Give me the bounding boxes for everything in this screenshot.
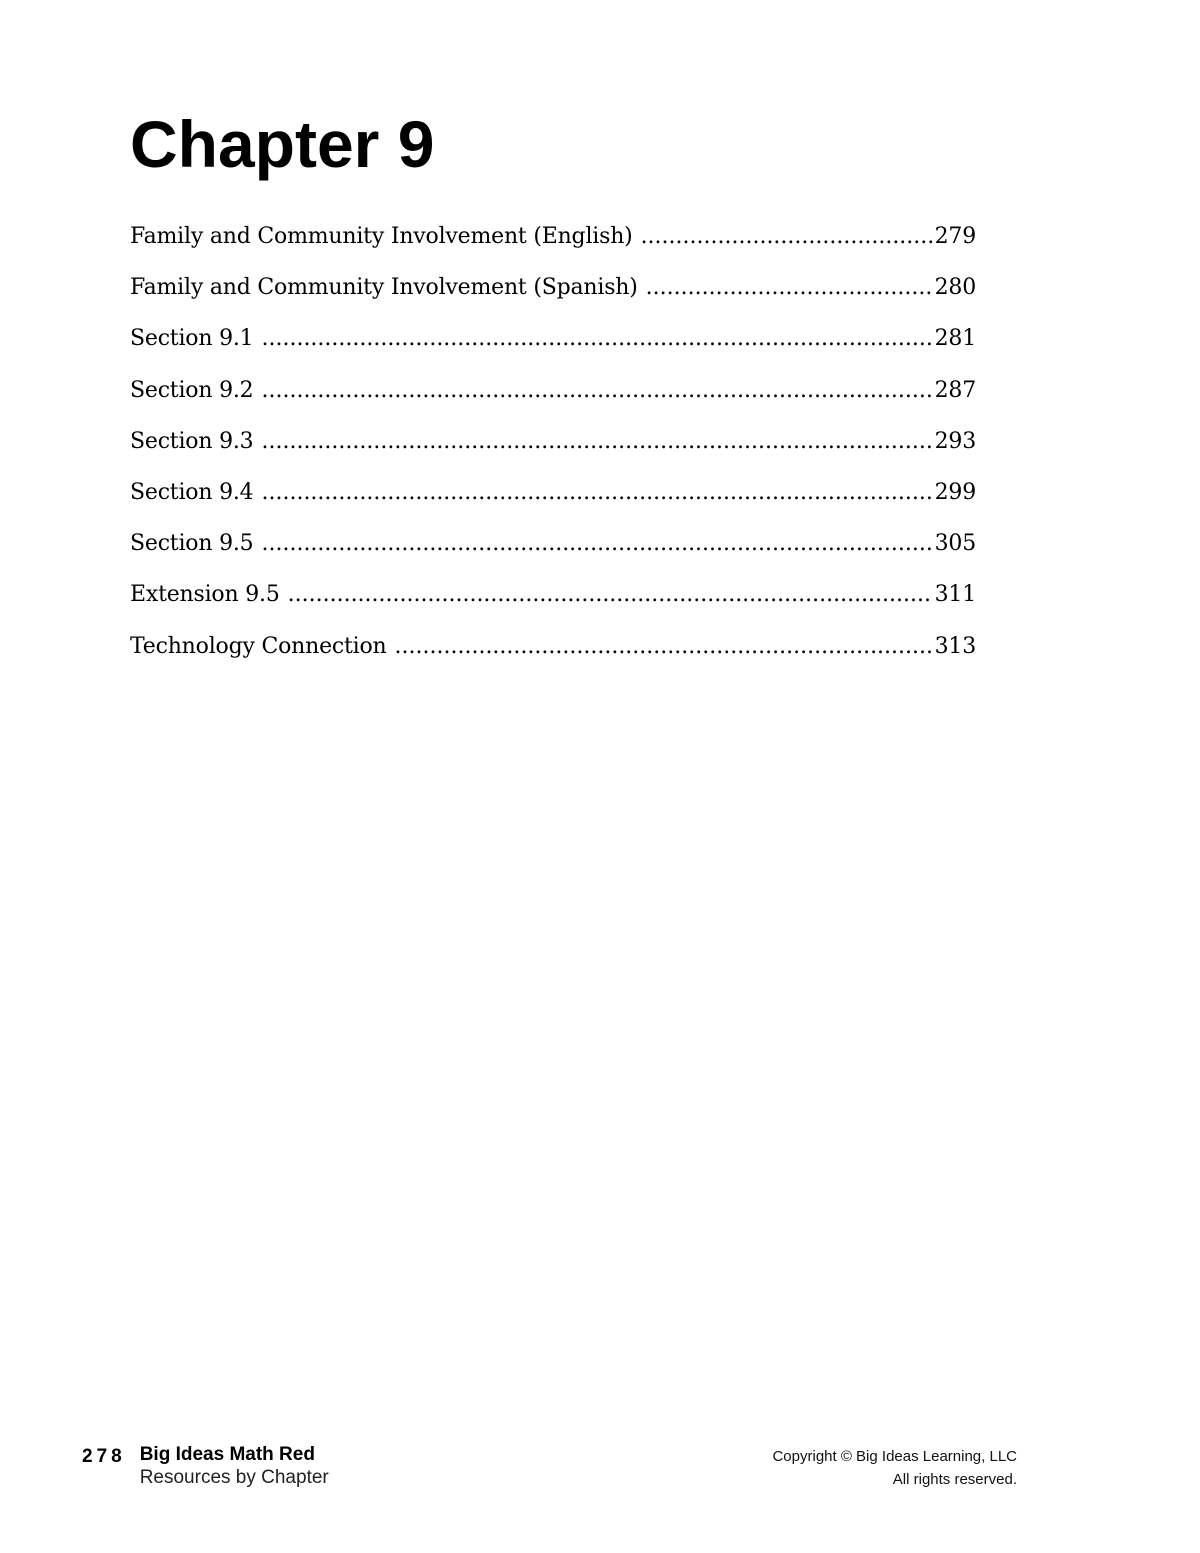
toc-entry[interactable]: [130, 582, 976, 633]
toc-entry-page: 293: [934, 428, 976, 454]
toc-dot-leader: [261, 429, 932, 454]
toc-entry-label: Section 9.5: [130, 531, 254, 557]
toc-entry[interactable]: [130, 531, 976, 582]
toc-entry[interactable]: [130, 224, 976, 275]
toc-entry-label: Extension 9.5: [130, 582, 280, 608]
toc-entry[interactable]: [130, 275, 976, 326]
toc-entry[interactable]: [130, 378, 976, 429]
toc-entry-page: 287: [934, 377, 976, 403]
footer-copyright: [772, 1445, 1017, 1491]
table-of-contents: [130, 224, 976, 685]
toc-entry-page: 311: [934, 582, 976, 608]
toc-entry-page: 313: [934, 633, 976, 659]
toc-entry-label: Family and Community Involvement (Spanish): [130, 275, 638, 301]
toc-dot-leader: [641, 224, 933, 249]
toc-entry-label: Technology Connection: [130, 633, 387, 659]
book-subtitle: Resources by Chapter: [139, 1467, 329, 1488]
toc-entry-label: Section 9.1: [130, 326, 254, 352]
chapter-title: Chapter 9: [130, 107, 435, 181]
toc-entry-page: 305: [934, 531, 976, 557]
toc-entry-label: Section 9.4: [130, 479, 254, 505]
toc-entry-label: Section 9.3: [130, 428, 254, 454]
page-number: 278: [82, 1446, 126, 1467]
toc-entry-page: 279: [934, 224, 976, 249]
toc-entry-page: 280: [934, 275, 976, 301]
toc-entry-page: 281: [934, 326, 976, 352]
toc-entry[interactable]: [130, 429, 976, 480]
toc-entry-page: 299: [934, 479, 976, 505]
toc-dot-leader: [261, 480, 932, 505]
toc-entry[interactable]: [130, 480, 976, 531]
rights-text: All rights reserved.: [892, 1471, 1017, 1488]
toc-dot-leader: [288, 582, 933, 607]
footer-book-info: [82, 1443, 329, 1489]
toc-dot-leader: [395, 634, 933, 659]
book-title: Big Ideas Math Red: [139, 1444, 315, 1465]
toc-entry[interactable]: [130, 634, 976, 685]
toc-dot-leader: [261, 531, 932, 556]
toc-dot-leader: [646, 275, 933, 300]
toc-entry-label: Family and Community Involvement (English): [130, 224, 633, 249]
toc-dot-leader: [261, 378, 932, 403]
toc-entry[interactable]: [130, 326, 976, 377]
copyright-text: Copyright © Big Ideas Learning, LLC: [772, 1448, 1017, 1465]
toc-dot-leader: [261, 326, 932, 351]
book-info: [140, 1443, 329, 1489]
toc-entry-label: Section 9.2: [130, 377, 254, 403]
